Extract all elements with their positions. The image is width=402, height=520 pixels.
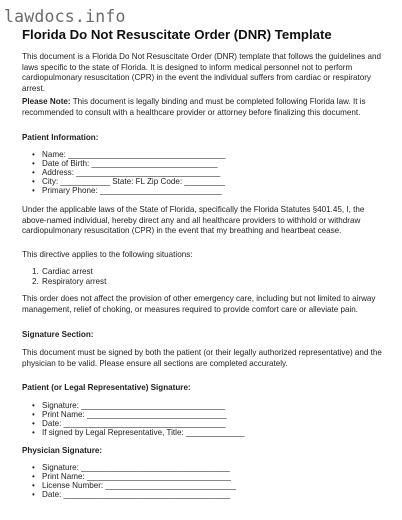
note-text: This document is legally binding and must be completed following Florida law. It is recommended to consult with a healthcare provider or attorney before finalizing this document.: [22, 97, 366, 117]
physician-print-name-field: • Print Name: ________________________________: [22, 472, 384, 481]
signature-section-heading: Signature Section:: [22, 330, 94, 339]
physician-license-field: • License Number: _____________________________: [22, 481, 384, 490]
patient-signature-heading: Patient (or Legal Representative) Signature:: [22, 383, 191, 392]
site-watermark: lawdocs.info: [4, 7, 126, 26]
patient-signature-field: • Signature: ________________________________: [22, 401, 384, 410]
document-title: Florida Do Not Resuscitate Order (DNR) Template: [22, 27, 332, 42]
physician-signature-field: • Signature: _________________________________: [22, 463, 384, 472]
field-phone: • Primary Phone: ___________________________: [22, 186, 384, 195]
note-paragraph: [22, 97, 384, 118]
field-address: • Address: ________________________________: [22, 168, 384, 177]
physician-signature-list: [22, 463, 384, 499]
signature-section-text: This document must be signed by both the patient (or their legally authorized representative) and the physician to be valid. Please ensure all sections are completed accurately.: [22, 348, 382, 368]
patient-print-name-field: • Print Name: _______________________________: [22, 410, 384, 419]
physician-signature-heading: Physician Signature:: [22, 446, 103, 455]
patient-date-field: • Date: ____________________________________: [22, 419, 384, 428]
patient-info-heading: Patient Information:: [22, 133, 99, 142]
situation-number: 2.: [32, 277, 39, 286]
note-label: Please Note:: [22, 97, 71, 106]
representative-title-field: • If signed by Legal Representative, Title: _____________: [22, 428, 384, 437]
situation-text: Respiratory arrest: [42, 277, 107, 286]
statute-paragraph: Under the applicable laws of the State of Florida, specifically the Florida Statutes §401.45, I, the above-named individual, hereby direct any and all healthcare providers to withhold or withdraw cardiopulmonary resuscitation (CPR) in the event that my breathing and heartbeat cease.: [22, 205, 365, 235]
intro-paragraph: This document is a Florida Do Not Resuscitate Order (DNR) template that follows the guidelines and laws specific to the state of Florida. It is designed to inform medical personnel not to perform cardiopulmonary resuscitation (CPR) in the event the individual suffers from cardiac or respiratory arrest.: [22, 52, 381, 93]
situation-item: [22, 277, 384, 286]
field-name: • Name: ___________________________________: [22, 150, 384, 159]
patient-info-list: [22, 150, 384, 195]
field-dob: • Date of Birth: ____________________________: [22, 159, 384, 168]
situation-text: Cardiac arrest: [42, 267, 93, 276]
physician-date-field: • Date: _____________________________________: [22, 490, 384, 499]
other-care-paragraph: This order does not affect the provision of other emergency care, including but not limited to airway management, relief of choking, or measures required to provide comfort care or alleviate pain.: [22, 294, 376, 314]
situations-intro: This directive applies to the following situations:: [22, 250, 193, 259]
situation-item: [22, 267, 384, 276]
field-city-state-zip: • City: ___________ State: FL Zip Code: _________: [22, 177, 384, 186]
situations-list: [22, 267, 384, 286]
patient-signature-list: [22, 401, 384, 437]
situation-number: 1.: [32, 267, 39, 276]
